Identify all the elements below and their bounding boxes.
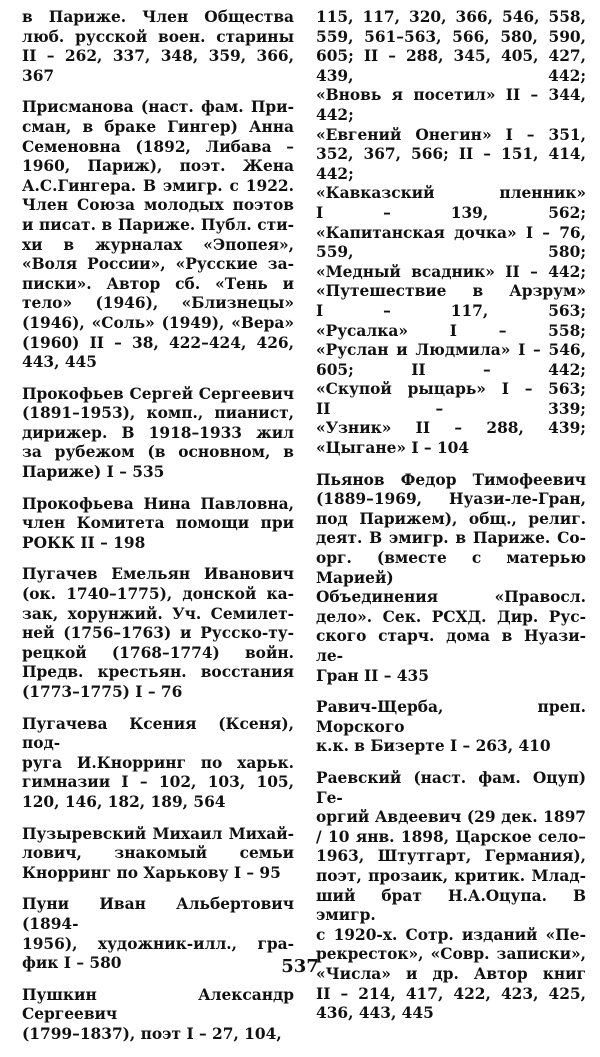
- entry-line: Пугачева Ксения (Ксеня), под-: [22, 714, 294, 753]
- entry-line: «Узник» II – 288, 439;: [316, 419, 586, 438]
- entry-line: Пьянов Федор Тимофеевич: [316, 470, 586, 489]
- entry-line: Пузыревский Михаил Михай-: [22, 824, 294, 843]
- entry-line: «Вновь я посетил» II – 344,: [316, 86, 586, 105]
- entry-line: ней (1756–1763) и Русско-ту-: [22, 624, 294, 643]
- entry-line: Кнорринг по Харькову I – 95: [22, 863, 281, 882]
- entry-line: 120, 146, 182, 189, 564: [22, 792, 226, 811]
- entry-line: в Париже. Член Общества: [22, 8, 294, 26]
- entry-line: Предв. крестьян. восстания: [22, 663, 294, 682]
- entry-line: 439, 442;: [316, 66, 586, 85]
- entry-line: РОКК II – 198: [22, 533, 146, 552]
- entry-line: член Комитета помощи при: [22, 514, 294, 533]
- entry-line: Пугачев Емельян Иванович: [22, 565, 294, 584]
- entry-line: рекресток», «Совр. записки»,: [316, 945, 586, 964]
- entry-line: 1960, Париж), поэт. Жена: [22, 157, 294, 176]
- index-entry-continuation: [22, 8, 294, 86]
- entry-line: (1773–1775) I – 76: [22, 683, 183, 701]
- entry-line: Прокофьев Сергей Сергеевич: [22, 384, 294, 403]
- entry-line: к.к. в Бизерте I – 263, 410: [316, 737, 551, 756]
- index-entry-prismanova: [22, 98, 294, 372]
- entry-line: 1956), художник-илл., гра-: [22, 934, 294, 953]
- entry-line: II – 262, 337, 348, 359, 366,: [22, 47, 294, 66]
- entry-line: Семеновна (1892, Либава –: [22, 137, 294, 156]
- entry-line: оргий Авдеевич (29 дек. 1897: [316, 808, 586, 827]
- entry-line: Пушкин Александр Сергеевич: [22, 985, 294, 1024]
- entry-line: под Парижем), общ., религ.: [316, 509, 586, 528]
- entry-line: / 10 янв. 1898, Царское село–: [316, 827, 586, 846]
- entry-line: дирижер. В 1918–1933 жил: [22, 423, 294, 442]
- entry-line: Прокофьева Нина Павловна,: [22, 494, 294, 513]
- entry-line: «Капитанская дочка» I – 76,: [316, 223, 586, 242]
- entry-line: «Евгений Онегин» I – 351,: [316, 125, 586, 144]
- entry-line: «Путешествие в Арзрум»: [316, 282, 586, 301]
- entry-line: «Медный всадник» II – 442;: [316, 262, 586, 281]
- entry-line: 115, 117, 320, 366, 546, 558,: [316, 8, 586, 26]
- right-column: [316, 8, 586, 1036]
- entry-line: хи в журналах «Эпопея»,: [22, 235, 294, 254]
- entry-line: фик I – 580: [22, 954, 122, 973]
- index-entry-pushkin: [22, 986, 294, 1045]
- entry-line: (1889–1969, Нуази-ле-Гран,: [316, 490, 586, 509]
- entry-line: сман, в браке Гингер) Анна: [22, 117, 294, 136]
- entry-line: 443, 445: [22, 353, 97, 372]
- index-entry-pugacheva: [22, 715, 294, 813]
- entry-line: (1960) II – 38, 422–424, 426,: [22, 333, 294, 352]
- entry-line: люб. русской воен. старины: [22, 27, 294, 46]
- index-entry-pushkin-cont: [316, 8, 586, 459]
- entry-line: с 1920-х. Сотр. изданий «Пе-: [316, 925, 586, 944]
- index-entry-prokofieva: [22, 495, 294, 554]
- entry-line: «Числа» и др. Автор книг: [316, 964, 586, 983]
- entry-line: ского старч. дома в Нуази-ле-: [316, 627, 586, 665]
- entry-line: поэт, прозаик, критик. Млад-: [316, 866, 586, 885]
- entry-line: гимназии I – 102, 103, 105,: [22, 773, 294, 792]
- entry-line: 436, 443, 445: [316, 1004, 434, 1023]
- entry-line: 367: [22, 66, 55, 85]
- entry-line: зак, хорунжий. Уч. Семилет-: [22, 604, 294, 623]
- index-entry-pugachev: [22, 565, 294, 702]
- entry-line: I – 117, 563;: [316, 301, 586, 320]
- entry-line: Раевский (наст. фам. Оцуп) Ге-: [316, 768, 586, 807]
- entry-line: «Скупой рыцарь» I – 563;: [316, 380, 586, 399]
- entry-line: 559, 561–563, 566, 580, 590,: [316, 27, 586, 46]
- entry-line: писки». Автор сб. «Тень и: [22, 274, 294, 293]
- entry-line: 605; II – 442;: [316, 360, 586, 379]
- entry-line: рецкой (1768–1774) войн.: [22, 643, 294, 662]
- left-column: [22, 8, 294, 1057]
- entry-line: деят. В эмигр. в Париже. Со-: [316, 529, 586, 548]
- entry-line: II – 214, 417, 422, 423, 425,: [316, 984, 586, 1003]
- entry-line: 1963, Штутгарт, Германия),: [316, 847, 586, 866]
- index-entry-puzyrevsky: [22, 825, 294, 884]
- entry-line: «Русалка» I – 558;: [316, 321, 586, 340]
- entry-line: Член Союза молодых поэтов: [22, 196, 294, 215]
- entry-line: 352, 367, 566; II – 151, 414,: [316, 145, 586, 164]
- entry-line: ший брат Н.А.Оцупа. В эмигр.: [316, 886, 586, 925]
- entry-line: Объединения «Правосл.: [316, 588, 586, 607]
- entry-line: за рубежом (в основном, в: [22, 443, 294, 462]
- entry-line: «Кавказский пленник»: [316, 184, 586, 203]
- entry-line: I – 139, 562;: [316, 203, 586, 222]
- index-entry-prokofiev: [22, 385, 294, 483]
- entry-line: «Воля России», «Русские за-: [22, 255, 294, 274]
- entry-line: «Цыгане» I – 104: [316, 439, 470, 458]
- entry-line: Равич-Щерба, преп. Морского: [316, 698, 586, 736]
- entry-line: руга И.Кнорринг по харьк.: [22, 753, 294, 772]
- entry-line: «Руслан и Людмила» I – 546,: [316, 341, 586, 360]
- index-entry-ravich: [316, 698, 586, 757]
- entry-line: 559, 580;: [316, 243, 586, 262]
- entry-line: (1891–1953), комп., пианист,: [22, 404, 294, 423]
- entry-line: Гран II – 435: [316, 666, 429, 685]
- entry-line: А.С.Гингера. В эмигр. с 1922.: [22, 176, 294, 195]
- entry-line: 442;: [316, 105, 354, 124]
- page-number: 537: [281, 956, 319, 977]
- entry-line: тело» (1946), «Близнецы»: [22, 294, 294, 313]
- index-entry-pyanov: [316, 471, 586, 687]
- entry-line: Пуни Иван Альбертович (1894-: [22, 895, 294, 933]
- entry-line: Присманова (наст. фам. При-: [22, 98, 294, 117]
- entry-line: 442;: [316, 164, 354, 183]
- entry-line: 605; II – 288, 345, 405, 427,: [316, 47, 586, 66]
- entry-line: II – 339;: [316, 399, 586, 418]
- entry-line: и писат. в Париже. Публ. сти-: [22, 215, 294, 234]
- index-entry-raevsky: [316, 769, 586, 1024]
- entry-line: орг. (вместе с матерью Марией): [316, 549, 586, 587]
- entry-line: лович, знакомый семьи: [22, 844, 294, 863]
- entry-line: (ок. 1740–1775), донской ка-: [22, 585, 294, 604]
- entry-line: Париже) I – 535: [22, 463, 165, 482]
- entry-line: (1946), «Соль» (1949), «Вера»: [22, 313, 294, 332]
- entry-line: (1799–1837), поэт I – 27, 104,: [22, 1024, 282, 1043]
- entry-line: дело». Сек. РСХД. Дир. Рус-: [316, 607, 586, 626]
